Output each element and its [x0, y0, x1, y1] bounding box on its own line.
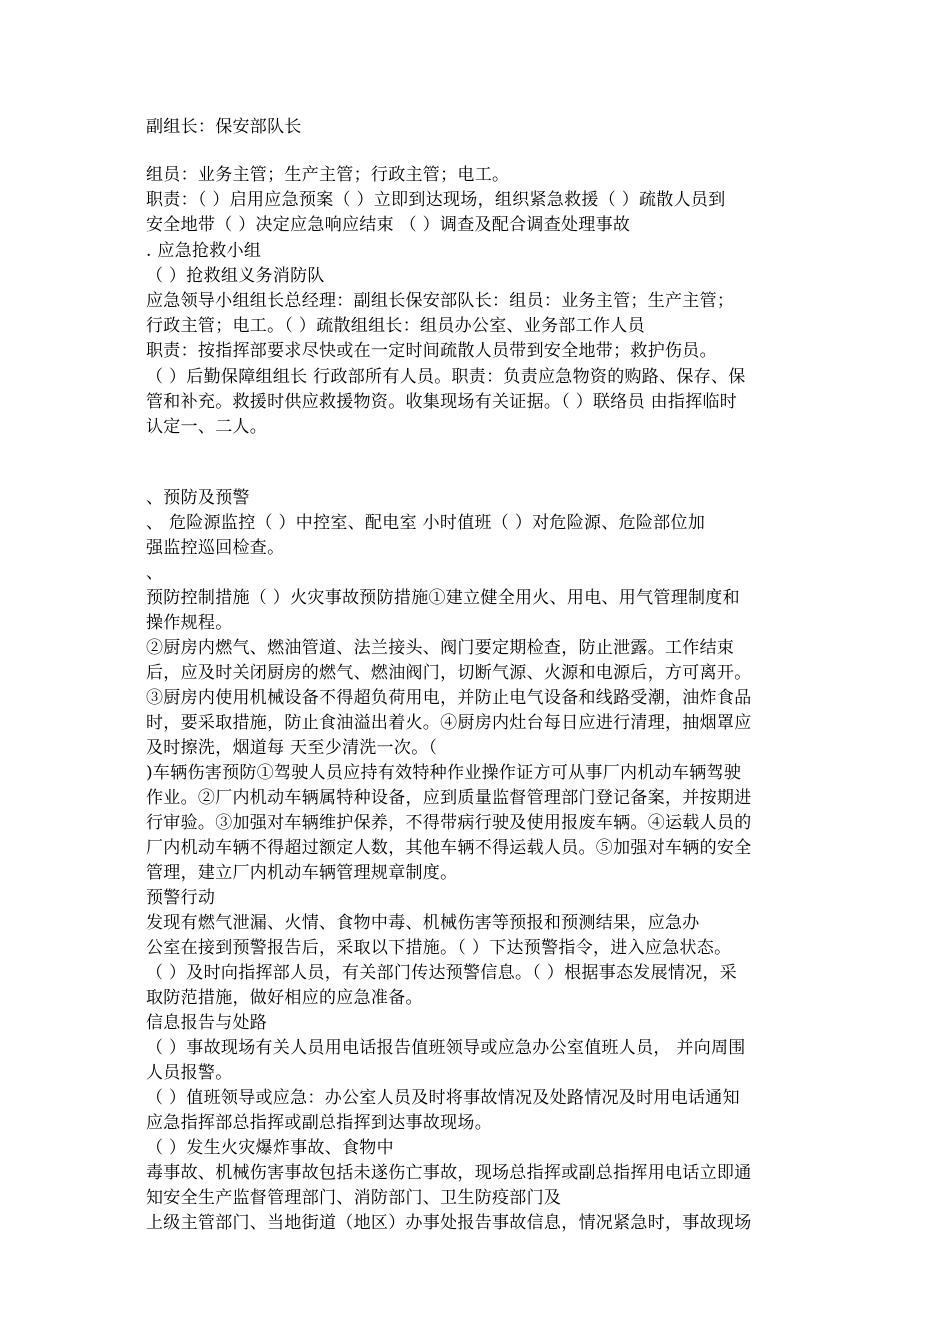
text-line: （ ）值班领导或应急：办公室人员及时将事故情况及处路情况及时用电话通知: [146, 1088, 740, 1108]
text-line: （ ）事故现场有关人员用电话报告值班领导或应急办公室值班人员， 并向周围: [146, 1038, 746, 1058]
text-line: 职责：按指挥部要求尽快或在一定时间疏散人员带到安全地带；救护伤员。: [146, 341, 717, 361]
text-line: 及时擦洗，烟道每 天至少清洗一次。（: [146, 738, 438, 758]
text-line: （ ）发生火灾爆炸事故、食物中: [146, 1138, 394, 1158]
text-line: 行政主管；电工。（ ）疏散组组长：组员办公室、业务部工作人员: [146, 316, 645, 336]
text-line: 毒事故、机械伤害事故包括未遂伤亡事故，现场总指挥或副总指挥用电话立即通: [146, 1163, 752, 1183]
text-line: 、: [146, 563, 164, 583]
text-line: 后，应及时关闭厨房的燃气、燃油阀门，切断气源、火源和电源后，方可离开。: [146, 663, 752, 683]
text-line: 安全地带（ ）决定应急响应结束 （ ）调查及配合调查处理事故: [146, 215, 631, 235]
text-line: 、 危险源监控（ ）中控室、配电室 小时值班（ ）对危险源、危险部位加: [146, 513, 706, 533]
text-line: 操作规程。: [146, 613, 233, 633]
text-line: 应急指挥部总指挥或副总指挥到达事故现场。: [146, 1113, 492, 1133]
text-line: （ ）抢救组义务消防队: [146, 266, 325, 286]
text-line: 职责：（ ）启用应急预案（ ）立即到达现场，组织紧急救援（ ）疏散人员到: [146, 190, 726, 210]
text-line: 人员报警。: [146, 1063, 233, 1083]
text-line: （ ）及时向指挥部人员，有关部门传达预警信息。（ ）根据事态发展情况，采: [146, 963, 738, 983]
text-line: （ ）后勤保障组组长 行政部所有人员。职责：负责应急物资的购路、保存、保: [146, 367, 746, 387]
section-heading: 、预防及预警: [146, 488, 250, 508]
section-heading: 信息报告与处路: [146, 1013, 268, 1033]
text-line: 强监控巡回检查。: [146, 538, 285, 558]
text-line: )车辆伤害预防①驾驶人员应持有效特种作业操作证方可从事厂内机动车辆驾驶: [146, 763, 742, 783]
text-line: 厂内机动车辆不得超过额定人数，其他车辆不得运载人员。⑤加强对车辆的安全: [146, 838, 752, 858]
text-line: 管和补充。救援时供应救援物资。收集现场有关证据。（ ）联络员 由指挥临时: [146, 392, 738, 412]
text-line: 行审验。③加强对车辆维护保养，不得带病行驶及使用报废车辆。④运载人员的: [146, 813, 752, 833]
text-line: 发现有燃气泄漏、火情、食物中毒、机械伤害等预报和预测结果，应急办: [146, 913, 700, 933]
text-line: 管理，建立厂内机动车辆管理规章制度。: [146, 863, 458, 883]
text-line: 组员：业务主管；生产主管；行政主管；电工。: [146, 165, 510, 185]
text-line: 应急领导小组组长总经理：副组长保安部队长：组员：业务主管；生产主管；: [146, 291, 735, 311]
text-line: 知安全生产监督管理部门、消防部门、卫生防疫部门及: [146, 1188, 562, 1208]
text-line: 时，要采取措施，防止食油溢出着火。④厨房内灶台每日应进行清理，抽烟罩应: [146, 713, 752, 733]
text-line: 副组长：保安部队长: [146, 117, 302, 137]
text-line: 作业。②厂内机动车辆属特种设备，应到质量监督管理部门登记备案，并按期进: [146, 788, 752, 808]
text-line: 取防范措施，做好相应的应急准备。: [146, 988, 423, 1008]
text-line: . 应急抢救小组: [146, 241, 262, 261]
section-heading: 预警行动: [146, 888, 216, 908]
text-line: ②厨房内燃气、燃油管道、法兰接头、阀门要定期检查，防止泄露。工作结束: [146, 638, 735, 658]
text-line: 认定一、二人。: [146, 417, 268, 437]
text-line: ③厨房内使用机械设备不得超负荷用电，并防止电气设备和线路受潮，油炸食品: [146, 688, 752, 708]
text-line: 上级主管部门、当地街道（地区）办事处报告事故信息，情况紧急时，事故现场: [146, 1213, 752, 1233]
text-line: 预防控制措施（ ）火灾事故预防措施①建立健全用火、用电、用气管理制度和: [146, 588, 740, 608]
text-line: 公室在接到预警报告后，采取以下措施。（ ）下达预警指令，进入应急状态。: [146, 938, 732, 958]
